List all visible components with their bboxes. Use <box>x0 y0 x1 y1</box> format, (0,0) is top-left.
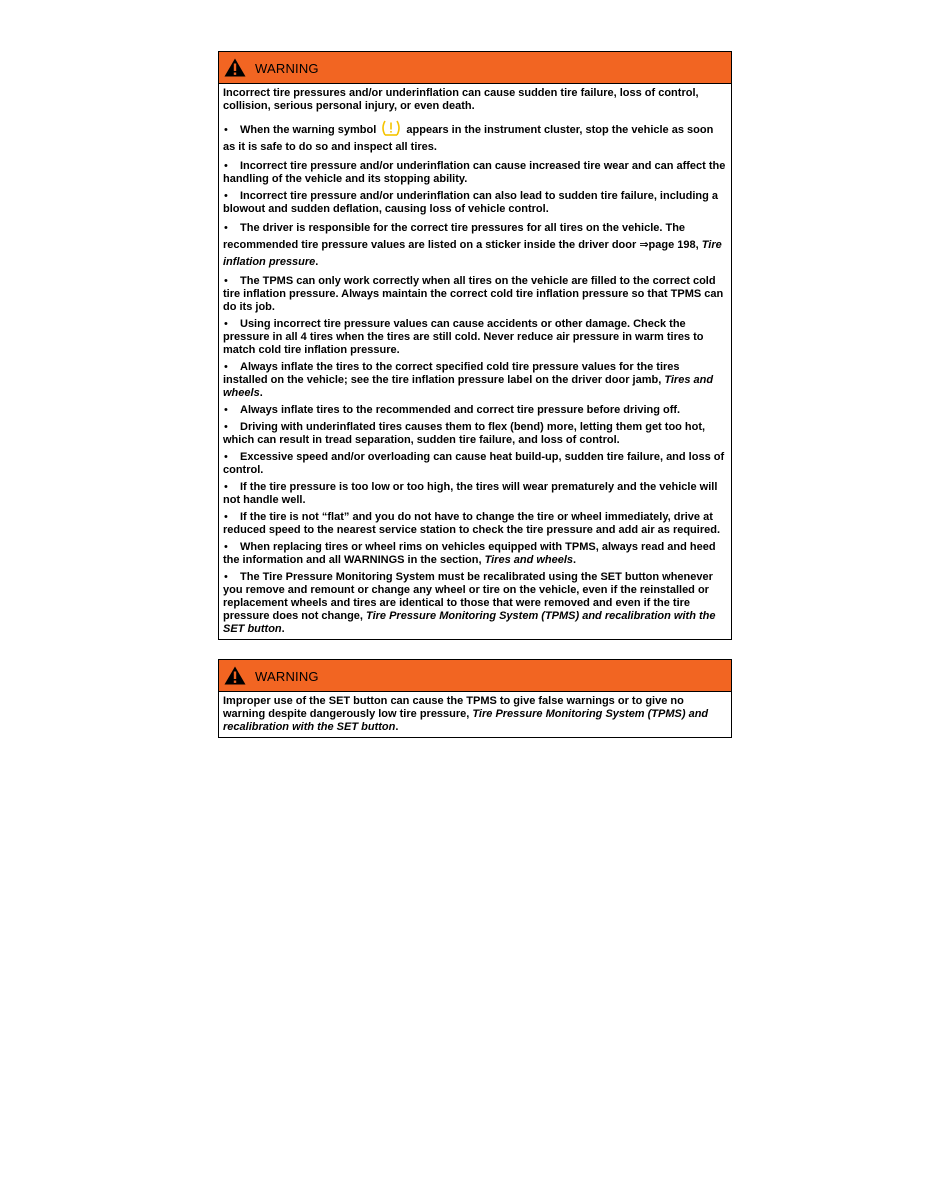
bullet-item: • Incorrect tire pressure and/or underinflation can also lead to sudden tire failure, including a blowout and sudden deflation, causing loss of vehicle control. <box>223 190 718 215</box>
bullet-item: • Driving with underinflated tires causes them to flex (bend) more, letting them get too hot, which can result in tread separation, sudden tire failure, and loss of control. <box>223 421 706 446</box>
warning-title: WARNING <box>255 669 319 684</box>
warning-title: WARNING <box>255 61 319 76</box>
bullet-item: • The TPMS can only work correctly when all tires on the vehicle are filled to the correct cold tire inflation pressure. Always maintain the correct cold tire inflation pressure so that TPMS can do its job. <box>223 275 724 313</box>
bullet-item: • If the tire pressure is too low or too high, the tires will wear prematurely and the vehicle will not handle well. <box>223 481 718 506</box>
warning-triangle-icon <box>224 666 246 685</box>
bullet-item: • The driver is responsible for the correct tire pressures for all tires on the vehicle. The recommended tire pressure values are listed on a sticker inside the driver door ⇒page 198, Tire inflation pressure. <box>223 222 722 268</box>
warning-body <box>219 692 731 737</box>
cross-reference: Tire Pressure Monitoring System (TPMS) and recalibration with the SET button <box>223 610 716 635</box>
tire-pressure-warning-box <box>218 51 732 640</box>
bullet-item: • If the tire is not “flat” and you do not have to change the tire or wheel immediately, drive at reduced speed to the nearest service station to check the tire pressure and add air as required. <box>223 511 721 536</box>
cross-reference: Tires and wheels <box>223 374 714 399</box>
cross-reference: Tire Pressure Monitoring System (TPMS) and recalibration with the SET button <box>223 708 709 733</box>
tpms-warning-icon <box>380 119 402 137</box>
warning-header <box>219 52 731 84</box>
warning-text: Improper use of the SET button can cause the TPMS to give false warnings or to give no warning despite dangerously low tire pressure, Tire Pressure Monitoring System (TPMS) and recalibration with the SET button. <box>223 695 709 733</box>
cross-reference: Tire inflation pressure <box>223 239 722 268</box>
warning-body <box>219 84 731 639</box>
warning-header <box>219 660 731 692</box>
bullet-item: • When the warning symbol appears in the instrument cluster, stop the vehicle as soon as it is safe to do so and inspect all tires. <box>223 119 727 156</box>
warning-triangle-icon <box>224 58 246 77</box>
bullet-item: • The Tire Pressure Monitoring System must be recalibrated using the SET button whenever you remove and remount or change any wheel or tire on the vehicle, even if the reinstalled or replacement wheels and tires are identical to those that were removed and even if the tire pressure does not change, Tire Pressure Monitoring System (TPMS) and recalibration with the SET button. <box>223 571 716 635</box>
bullet-item: • Always inflate tires to the recommended and correct tire pressure before driving off. <box>224 404 681 416</box>
bullet-item: • Using incorrect tire pressure values can cause accidents or other damage. Check the pressure in all 4 tires when the tires are still cold. Never reduce air pressure in warm tires to match cold tire inflation pressure. <box>223 318 704 356</box>
bullet-item: • Excessive speed and/or overloading can cause heat build-up, sudden tire failure, and loss of control. <box>223 451 725 476</box>
bullet-item: • Incorrect tire pressure and/or underinflation can cause increased tire wear and can affect the handling of the vehicle and its stopping ability. <box>223 160 726 185</box>
set-button-warning-box <box>218 659 732 738</box>
bullet-item: • Always inflate the tires to the correct specified cold tire pressure values for the tires installed on the vehicle; see the tire inflation pressure label on the driver door jamb, Tires and wheels. <box>223 361 714 399</box>
bullet-item: • When replacing tires or wheel rims on vehicles equipped with TPMS, always read and heed the information and all WARNINGS in the section, Tires and wheels. <box>223 541 716 566</box>
warning-intro: Incorrect tire pressures and/or underinflation can cause sudden tire failure, loss of control, collision, serious personal injury, or even death. <box>223 87 699 112</box>
cross-reference: Tires and wheels <box>484 554 574 566</box>
